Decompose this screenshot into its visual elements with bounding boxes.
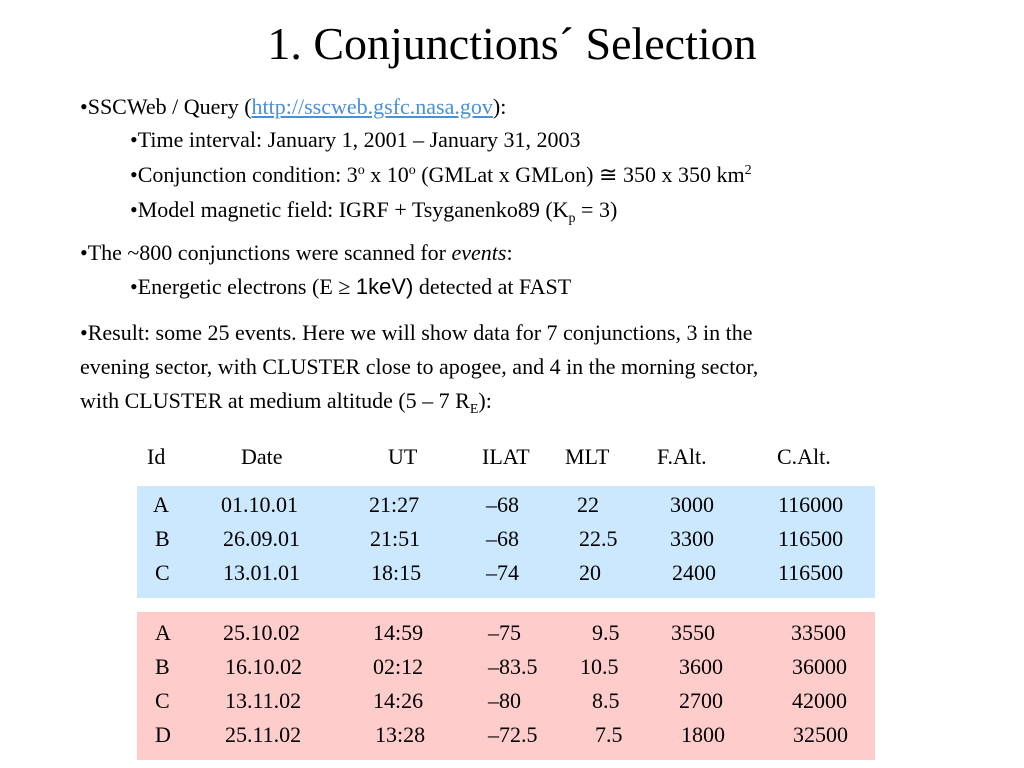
sscweb-link[interactable]: http://sscweb.gsfc.nasa.gov: [251, 94, 493, 119]
morning-sector-table: [137, 612, 875, 760]
bullet-time-interval: •Time interval: January 1, 2001 – January 31, 2003: [130, 127, 581, 152]
bullet-conjunction-condition: •Conjunction condition: 3$^o$ x 10$^o$ (GMLat x GMLon) ≅ 350 x 350 $km^2$: [130, 162, 752, 187]
table-row: B 16.10.02 02:12 –83.5 10.5 3600 36000: [155, 654, 847, 679]
table-row: D 25.11.02 13:28 –72.5 7.5 1800 32500: [155, 722, 848, 747]
evening-sector-table: [137, 486, 875, 598]
table-row: C 13.11.02 14:26 –80 8.5 2700 42000: [155, 688, 847, 713]
table-row: A 01.10.01 21:27 –68 22 3000 116000: [153, 492, 844, 517]
bullet-magnetic-field: •Model magnetic field: IGRF + Tsyganenko89 $(K_p = 3)$: [130, 197, 618, 226]
header-id: Id: [147, 444, 166, 469]
header-calt: C.Alt.: [777, 444, 831, 469]
header-ilat: ILAT: [482, 444, 530, 469]
header-date: Date: [241, 444, 283, 469]
bullet-events-scan: •The ~800 conjunctions were scanned for events:: [80, 240, 513, 265]
header-mlt: MLT: [565, 444, 610, 469]
slide-title: 1. Conjunctions´ Selection: [267, 18, 757, 69]
table-header: [0, 444, 1024, 474]
bullet-sscweb: •SSCWeb / Query (http://sscweb.gsfc.nasa.gov):: [80, 94, 507, 119]
bullet-result: •Result: some 25 events. Here we will show data for 7 conjunctions, 3 in the evening sector, with CLUSTER close to apogee, and 4 in the morning sector, with CLUSTER at medium altitude (5 – 7 $R_E$):: [80, 320, 759, 417]
header-ut: UT: [388, 444, 418, 469]
table-row: C 13.01.01 18:15 –74 20 2400 116500: [155, 560, 844, 585]
header-falt: F.Alt.: [657, 444, 707, 469]
bullet-energetic-electrons: •Energetic electrons (E ≥ 1keV) detected at FAST: [130, 274, 572, 299]
table-row: A 25.10.02 14:59 –75 9.5 3550 33500: [155, 620, 846, 645]
table-row: B 26.09.01 21:51 –68 22.5 3300 116500: [155, 526, 844, 551]
